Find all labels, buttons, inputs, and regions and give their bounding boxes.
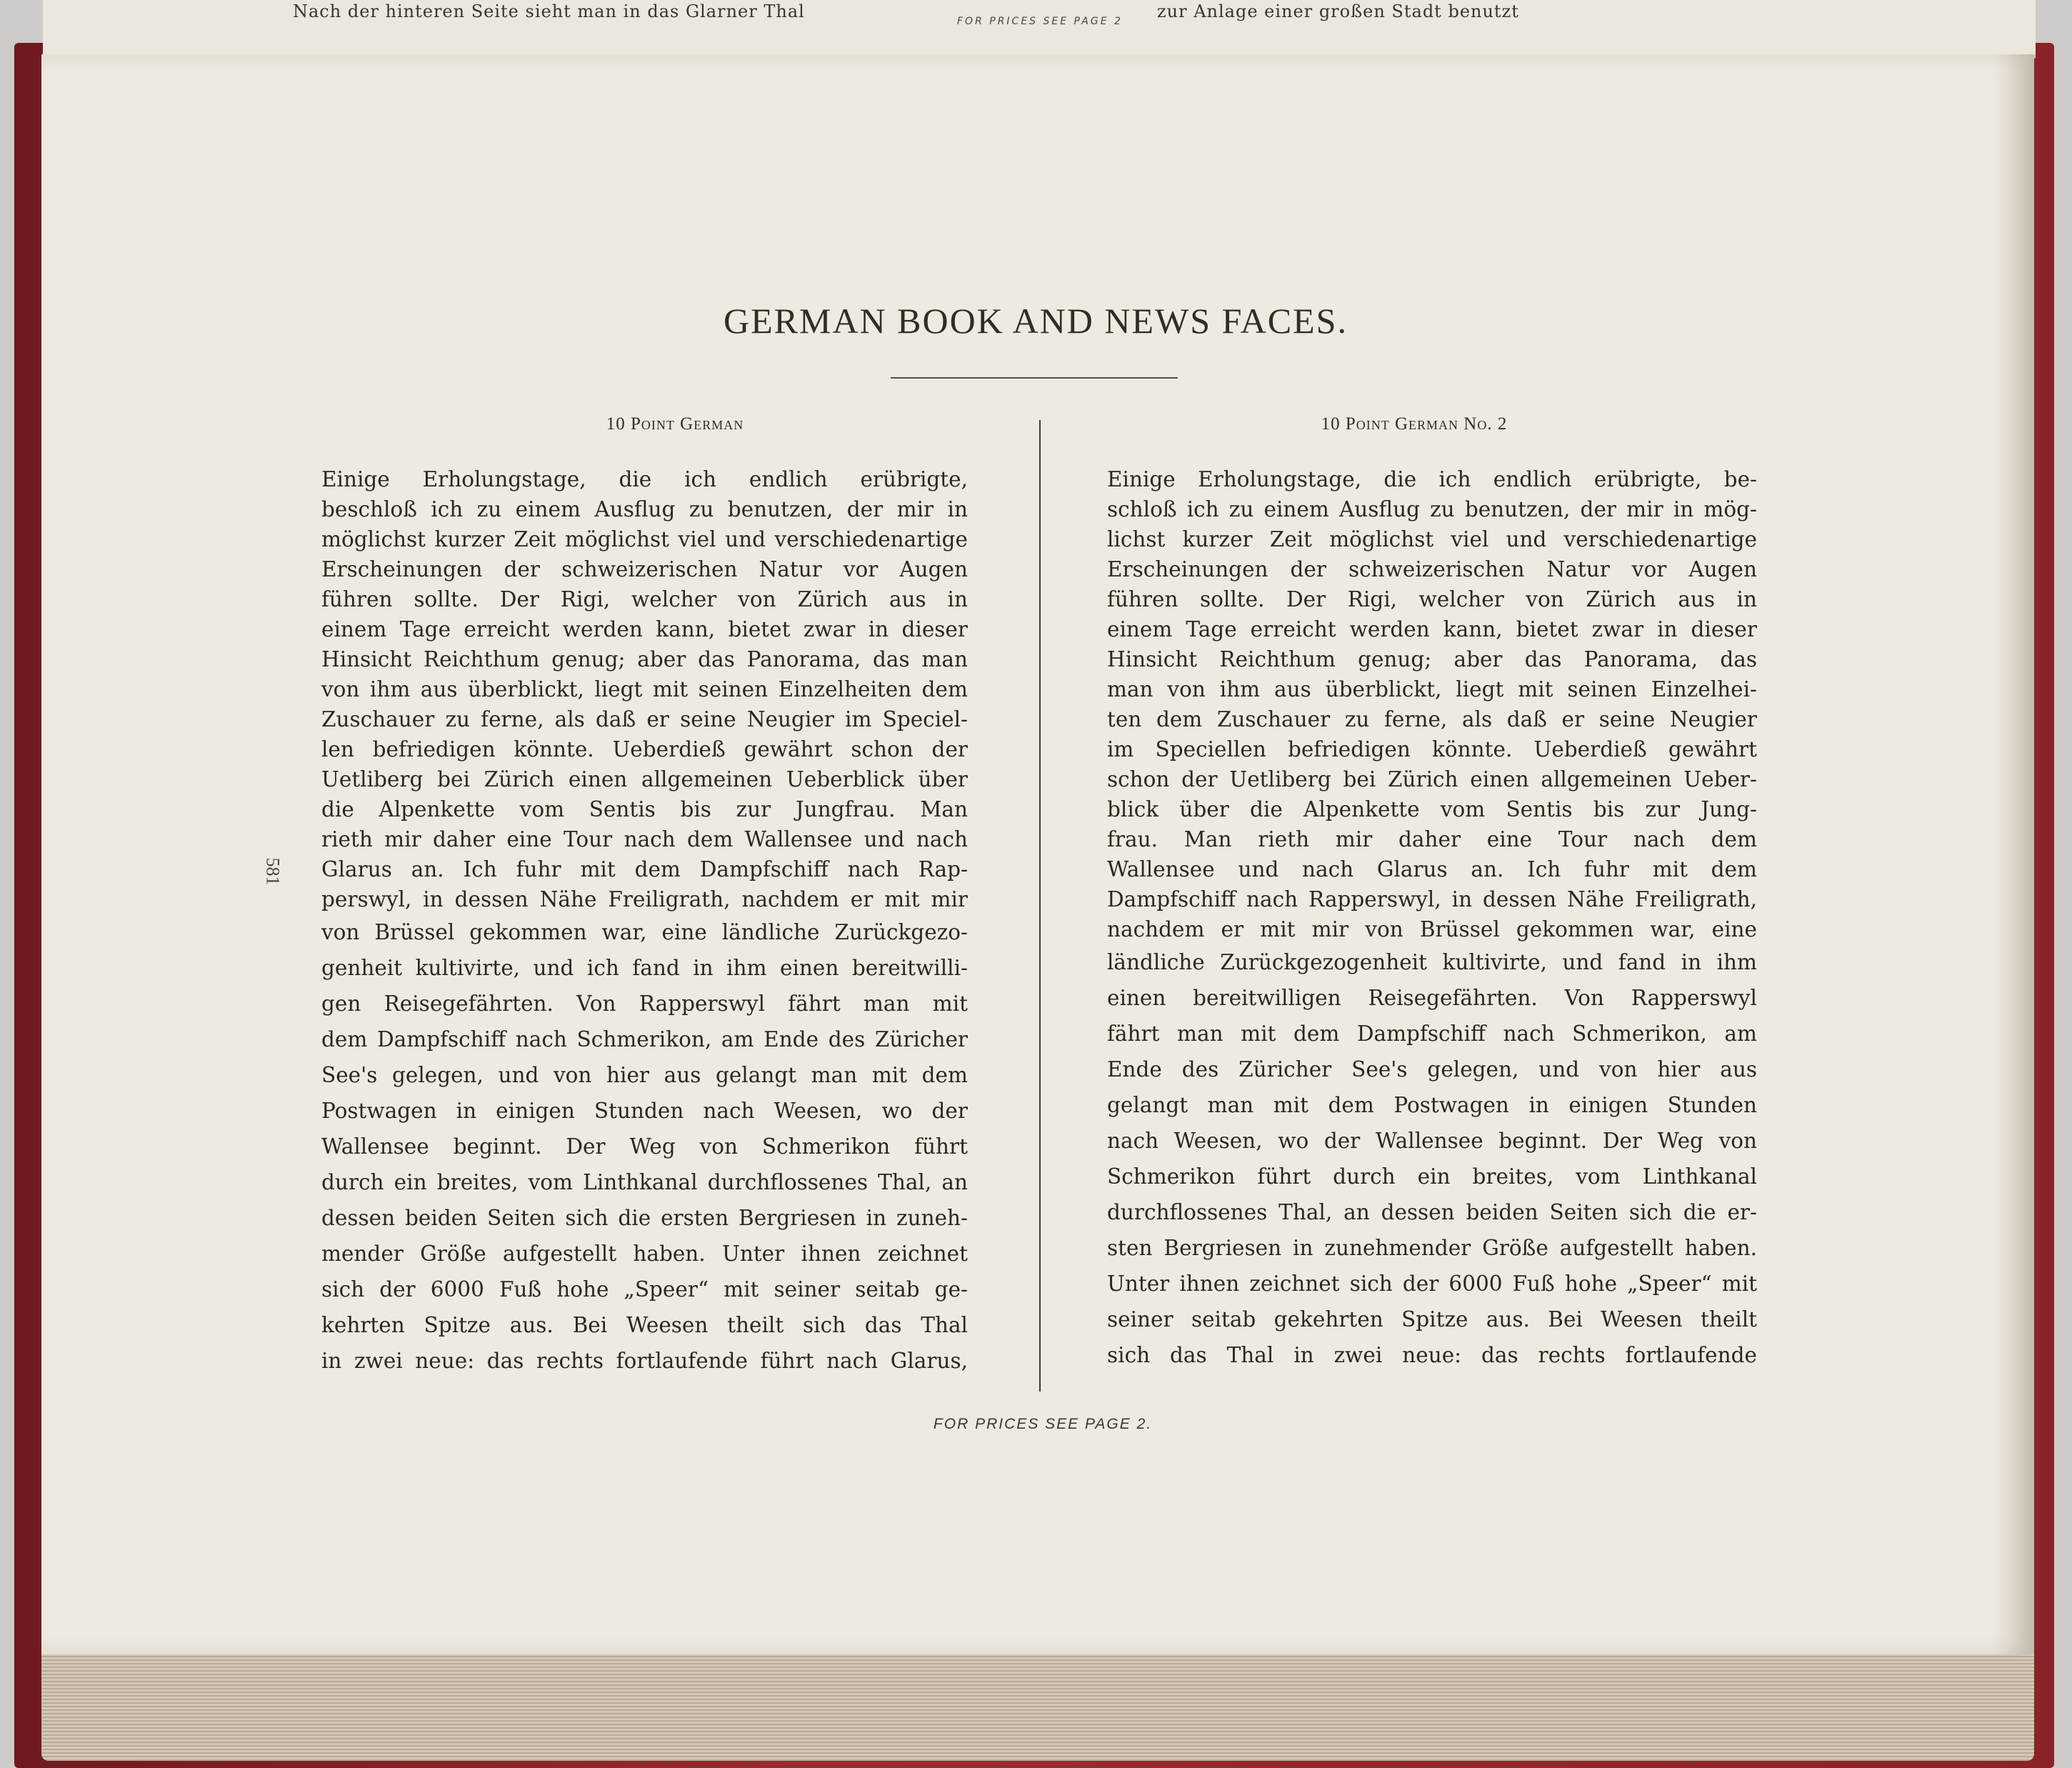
spine-shadow	[1993, 54, 2036, 1654]
text-line: schloß ich zu einem Ausflug zu benutzen, der mir in mög-	[1107, 497, 1757, 521]
text-line: Erscheinungen der schweizerischen Natur vor Augen	[321, 557, 968, 581]
column-divider	[1039, 420, 1041, 1392]
page-number: 581	[262, 857, 284, 886]
text-line: durchflossenes Thal, an dessen beiden Seiten sich die er-	[1107, 1200, 1757, 1224]
text-line: Ende des Züricher See's gelegen, und von hier aus	[1107, 1057, 1757, 1082]
text-line: Wallensee und nach Glarus an. Ich fuhr mit dem	[1107, 857, 1757, 881]
text-line: frau. Man rieth mir daher eine Tour nach dem	[1107, 827, 1757, 851]
text-line: blick über die Alpenkette vom Sentis bis zur Jung-	[1107, 797, 1757, 821]
text-line: Dampfschiff nach Rapperswyl, in dessen Nähe Freiligrath,	[1107, 887, 1757, 912]
text-line: beschloß ich zu einem Ausflug zu benutzen, der mir in	[321, 497, 968, 521]
text-line: im Speciellen befriedigen könnte. Ueberdieß gewährt	[1107, 737, 1757, 761]
text-line: schon der Uetliberg bei Zürich einen allgemeinen Ueber-	[1107, 767, 1757, 791]
text-line: See's gelegen, und von hier aus gelangt man mit dem	[321, 1063, 968, 1087]
text-line: von ihm aus überblickt, liegt mit seinen Einzelheiten dem	[321, 677, 968, 701]
text-line: nachdem er mit mir von Brüssel gekommen war, eine	[1107, 917, 1757, 942]
previous-page-left-text: Nach der hinteren Seite sieht man in das Glarner Thal	[293, 1, 805, 21]
text-line: dem Dampfschiff nach Schmerikon, am Ende des Züricher	[321, 1027, 968, 1052]
text-line: Zuschauer zu ferne, als daß er seine Neugier im Speciel-	[321, 707, 968, 731]
column-heading-right: 10 Point German No. 2	[1321, 414, 1508, 434]
text-line: seiner seitab gekehrten Spitze aus. Bei Weesen theilt	[1107, 1307, 1757, 1332]
text-line: die Alpenkette vom Sentis bis zur Jungfrau. Man	[321, 797, 968, 821]
text-column-left	[321, 464, 968, 1379]
page-block-edges	[41, 1643, 2034, 1761]
text-line: dessen beiden Seiten sich die ersten Bergriesen in zuneh-	[321, 1206, 968, 1230]
column-heading-left: 10 Point German	[606, 414, 744, 434]
text-column-right	[1107, 464, 1757, 1373]
text-line: sten Bergriesen in zunehmender Größe aufgestellt haben.	[1107, 1236, 1757, 1260]
title-rule	[891, 377, 1178, 379]
text-line: man von ihm aus überblickt, liegt mit seinen Einzelhei-	[1107, 677, 1757, 701]
text-line: perswyl, in dessen Nähe Freiligrath, nachdem er mit mir	[321, 887, 968, 912]
text-line: Glarus an. Ich fuhr mit dem Dampfschiff nach Rap-	[321, 857, 968, 881]
text-line: gen Reisegefährten. Von Rapperswyl fährt man mit	[321, 992, 968, 1016]
text-line: Uetliberg bei Zürich einen allgemeinen Ueberblick über	[321, 767, 968, 791]
text-line: fährt man mit dem Dampfschiff nach Schmerikon, am	[1107, 1022, 1757, 1046]
text-line: führen sollte. Der Rigi, welcher von Zürich aus in	[321, 587, 968, 611]
text-line: einen bereitwilligen Reisegefährten. Von Rapperswyl	[1107, 986, 1757, 1010]
text-line: sich der 6000 Fuß hohe „Speer“ mit seiner seitab ge-	[321, 1277, 968, 1302]
page-title: GERMAN BOOK AND NEWS FACES.	[724, 301, 1348, 341]
previous-page-right-text: zur Anlage einer großen Stadt benutzt	[1157, 1, 1519, 21]
text-line: Einige Erholungstage, die ich endlich erübrigte,	[321, 467, 968, 491]
text-line: einem Tage erreicht werden kann, bietet zwar in dieser	[321, 617, 968, 641]
text-line: Einige Erholungstage, die ich endlich erübrigte, be-	[1107, 467, 1757, 491]
text-line: führen sollte. Der Rigi, welcher von Zürich aus in	[1107, 587, 1757, 611]
text-line: Erscheinungen der schweizerischen Natur vor Augen	[1107, 557, 1757, 581]
text-line: Wallensee beginnt. Der Weg von Schmerikon führt	[321, 1134, 968, 1159]
text-line: Hinsicht Reichthum genug; aber das Panorama, das man	[321, 647, 968, 671]
previous-page-footer: FOR PRICES SEE PAGE 2	[957, 16, 1123, 27]
text-line: Hinsicht Reichthum genug; aber das Panorama, das	[1107, 647, 1757, 671]
text-line: nach Weesen, wo der Wallensee beginnt. Der Weg von	[1107, 1129, 1757, 1153]
text-line: genheit kultivirte, und ich fand in ihm einen bereitwilli-	[321, 956, 968, 980]
text-line: möglichst kurzer Zeit möglichst viel und verschiedenartige	[321, 527, 968, 551]
text-line: einem Tage erreicht werden kann, bietet zwar in dieser	[1107, 617, 1757, 641]
text-line: durch ein breites, vom Linthkanal durchflossenes Thal, an	[321, 1170, 968, 1194]
text-line: kehrten Spitze aus. Bei Weesen theilt sich das Thal	[321, 1313, 968, 1337]
text-line: sich das Thal in zwei neue: das rechts fortlaufende	[1107, 1343, 1757, 1367]
previous-page-strip	[43, 0, 2036, 59]
text-line: Postwagen in einigen Stunden nach Weesen, wo der	[321, 1099, 968, 1123]
text-line: ten dem Zuschauer zu ferne, als daß er seine Neugier	[1107, 707, 1757, 731]
text-line: mender Größe aufgestellt haben. Unter ihnen zeichnet	[321, 1242, 968, 1266]
text-line: in zwei neue: das rechts fortlaufende führt nach Glarus,	[321, 1349, 968, 1373]
text-line: lichst kurzer Zeit möglichst viel und verschiedenartige	[1107, 527, 1757, 551]
text-line: gelangt man mit dem Postwagen in einigen Stunden	[1107, 1093, 1757, 1117]
page-footer: FOR PRICES SEE PAGE 2.	[933, 1416, 1153, 1432]
text-line: rieth mir daher eine Tour nach dem Wallensee und nach	[321, 827, 968, 851]
text-line: len befriedigen könnte. Ueberdieß gewährt schon der	[321, 737, 968, 761]
text-line: von Brüssel gekommen war, eine ländliche Zurückgezo-	[321, 920, 968, 944]
text-line: Unter ihnen zeichnet sich der 6000 Fuß hohe „Speer“ mit	[1107, 1272, 1757, 1296]
text-line: Schmerikon führt durch ein breites, vom Linthkanal	[1107, 1164, 1757, 1189]
text-line: ländliche Zurückgezogenheit kultivirte, und fand in ihm	[1107, 950, 1757, 974]
